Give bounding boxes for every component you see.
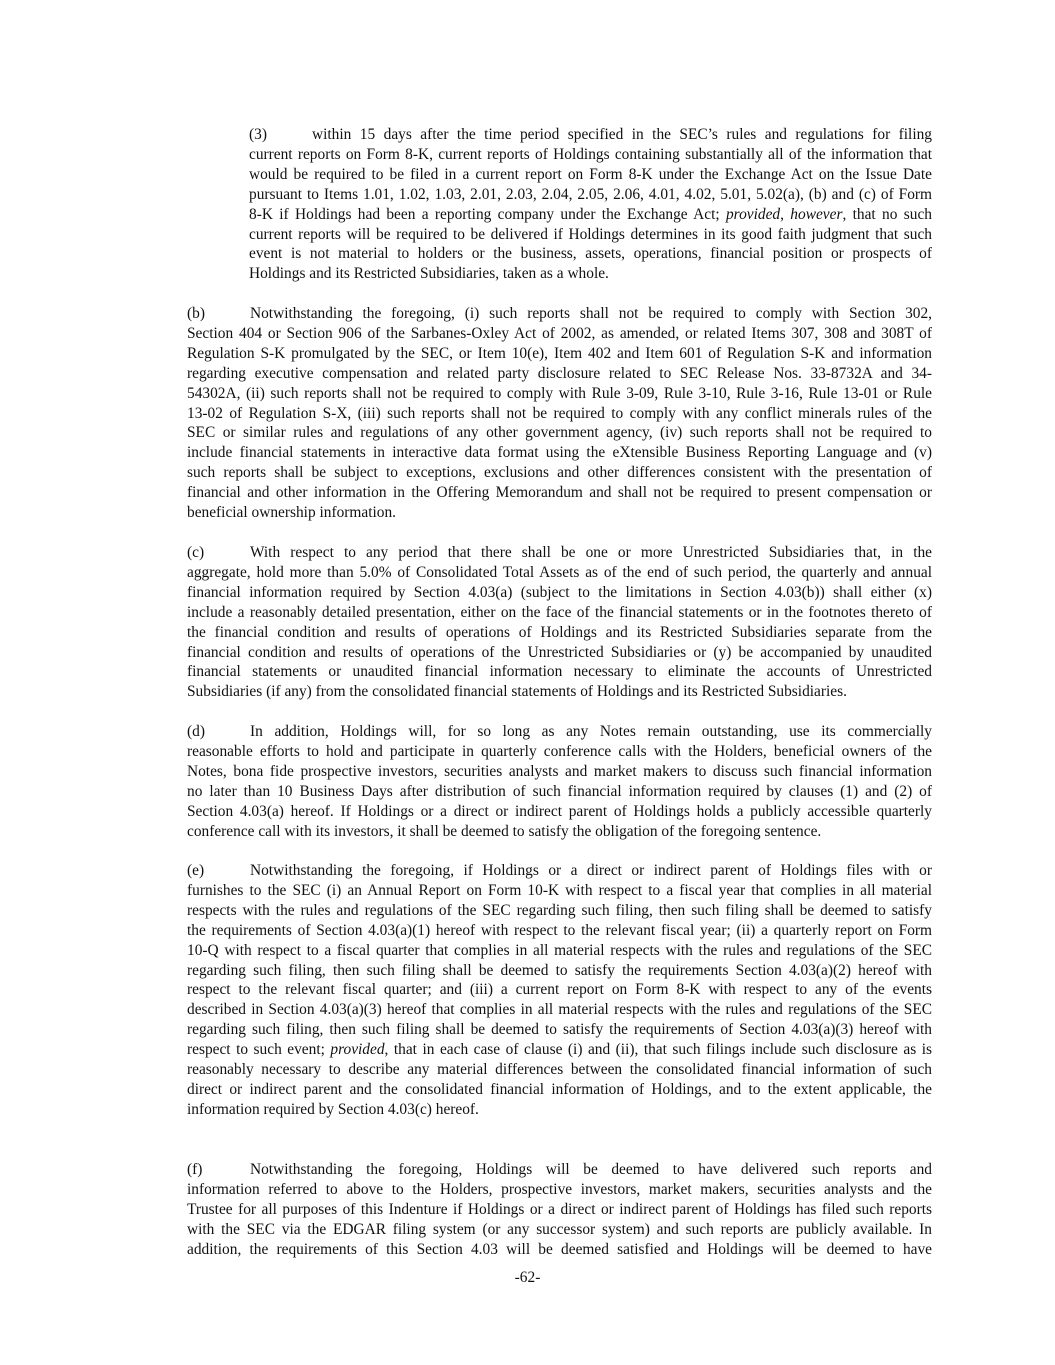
paragraph-d-line: conference call with its investors, it shall be deemed to satisfy the obligation of the foregoing sentence. <box>187 822 822 840</box>
paragraph-b-line: beneficial ownership information. <box>187 504 396 522</box>
paragraph-3-line: current reports on Form 8-K, current reports of Holdings containing substantially all of the information that <box>249 145 932 163</box>
paragraph-f-line: with the SEC via the EDGAR filing system (or any successor system) and such reports are publicly available. In <box>187 1220 932 1238</box>
provided-term: provided <box>725 205 781 223</box>
paragraph-b-line: Section 404 or Section 906 of the Sarbanes-Oxley Act of 2002, as amended, or related Items 307, 308 and 308T of <box>187 324 932 342</box>
paragraph-c-line: financial information required by Section 4.03(a) (subject to the limitations in Section 4.03(b)) shall either (x) <box>187 583 932 601</box>
paragraph-e-line: furnishes to the SEC (i) an Annual Report on Form 10-K with respect to a fiscal year that complies in all material <box>187 881 932 899</box>
paragraph-b <box>124 304 932 523</box>
provided-term: provided <box>330 1041 385 1059</box>
paragraph-e-line: 10-Q with respect to a fiscal quarter that complies in all material respects with the rules and regulations of the SEC <box>187 941 932 959</box>
paragraph-b-line: 13-02 of Regulation S-X, (iii) such reports shall not be required to comply with any conflict minerals rules of the <box>187 404 932 422</box>
paragraph-c-line: aggregate, hold more than 5.0% of Consolidated Total Assets as of the end of such period, the quarterly and annual <box>187 563 932 581</box>
paragraph-3-line: (3) within 15 days after the time period specified in the SEC’s rules and regulations for filing <box>249 126 932 143</box>
paragraph-e-line: direct or indirect parent and the consolidated financial information of Holdings, and to the extent applicable, the <box>187 1080 932 1098</box>
paragraph-f-line: (f) Notwithstanding the foregoing, Holdings will be deemed to have delivered such reports and <box>187 1161 932 1178</box>
paragraph-c-label: (c) <box>187 544 205 561</box>
paragraph-e-label: (e) <box>187 862 205 879</box>
paragraph-b-line: include financial statements in interactive data format using the eXtensible Business Reporting Language and (v) <box>187 444 932 462</box>
paragraph-3-line: Holdings and its Restricted Subsidiaries, taken as a whole. <box>249 265 609 283</box>
paragraph-f-line: information referred to above to the Holders, prospective investors, market makers, securities analysts and the <box>187 1180 932 1198</box>
paragraph-b-line: Regulation S-K promulgated by the SEC, or Item 10(e), Item 402 and Item 601 of Regulation S-K and information <box>187 344 932 362</box>
paragraph-f-label: (f) <box>187 1161 203 1178</box>
paragraph-c-line: include a reasonably detailed presentation, either on the face of the financial statements or in the footnotes thereto of <box>187 603 932 621</box>
paragraph-b-line: 54302A, (ii) such reports shall not be required to comply with Rule 3-09, Rule 3-10, Rule 3-16, Rule 13-01 or Rule <box>187 384 932 402</box>
paragraph-d-line: (d) In addition, Holdings will, for so long as any Notes remain outstanding, use its commercially <box>187 723 932 740</box>
paragraph-d-line: no later than 10 Business Days after distribution of such financial information required by clauses (1) and (2) of <box>187 782 932 800</box>
however-term: however <box>790 205 843 223</box>
paragraph-d-label: (d) <box>187 723 205 740</box>
paragraph-c-line: (c) With respect to any period that there shall be one or more Unrestricted Subsidiaries that, in the <box>187 544 932 561</box>
paragraph-b-line: regarding executive compensation and related party disclosure related to SEC Release Nos. 33-8732A and 34- <box>187 364 932 382</box>
paragraph-d-line: reasonable efforts to hold and participate in quarterly conference calls with the Holders, beneficial owners of the <box>187 742 932 760</box>
paragraph-c-line: financial statements or unaudited financial information necessary to eliminate the accounts of Unrestricted <box>187 663 932 681</box>
paragraph-b-line: SEC or similar rules and regulations of any other government agency, (iv) such reports shall not be required to <box>187 424 932 442</box>
paragraph-e-line: (e) Notwithstanding the foregoing, if Holdings or a direct or indirect parent of Holdings files with or <box>187 862 932 879</box>
paragraph-d-line: Notes, bona fide prospective investors, securities analysts and market makers to discuss such financial information <box>187 762 932 780</box>
paragraph-f-line: addition, the requirements of this Section 4.03 will be deemed satisfied and Holdings will be deemed to have <box>187 1240 932 1258</box>
paragraph-b-line: financial and other information in the Offering Memorandum and shall not be required to present compensation or <box>187 484 932 502</box>
paragraph-3-label: (3) <box>249 126 267 143</box>
paragraph-3-line: 8-K if Holdings had been a reporting company under the Exchange Act; provided, however, that no such <box>249 205 932 223</box>
paragraph-c-line: the financial condition and results of operations of Holdings and its Restricted Subsidiaries separate from the <box>187 623 932 641</box>
paragraph-e <box>124 861 932 1120</box>
paragraph-3-line: event is not material to holders or the business, assets, operations, financial position or prospects of <box>249 245 932 263</box>
paragraph-e-line: respects with the rules and regulations of the SEC regarding such filing, then such filing shall be deemed to satisfy <box>187 901 932 919</box>
paragraph-e-line: regarding such filing, then such filing shall be deemed to satisfy the requirements of Section 4.03(a)(3) hereof with <box>187 1021 932 1039</box>
paragraph-f-line: Trustee for all purposes of this Indenture if Holdings or a direct or indirect parent of Holdings has filed such reports <box>187 1200 932 1218</box>
paragraph-b-line: such reports shall be subject to exceptions, exclusions and other differences consistent with the presentation of <box>187 464 932 482</box>
page-number: -62- <box>514 1269 541 1286</box>
paragraph-e-line: the requirements of Section 4.03(a)(1) hereof with respect to the relevant fiscal year; (ii) a quarterly report on Form <box>187 921 932 939</box>
paragraph-e-line: information required by Section 4.03(c) hereof. <box>187 1100 479 1118</box>
paragraph-3 <box>186 125 932 284</box>
paragraph-e-line: reasonably necessary to describe any material differences between the consolidated financial information of such <box>187 1061 932 1079</box>
paragraph-b-line: (b) Notwithstanding the foregoing, (i) such reports shall not be required to comply with Section 302, <box>187 305 932 322</box>
paragraph-b-label: (b) <box>187 305 205 322</box>
paragraph-e-line: respect to such event; provided, that in each case of clause (i) and (ii), that such filings include such disclosure as is <box>187 1041 932 1059</box>
paragraph-e-line: described in Section 4.03(a)(3) hereof that complies in all material respects with the rules and regulations of the SEC <box>187 1001 932 1019</box>
paragraph-c-line: financial condition and results of operations of the Unrestricted Subsidiaries or (y) be accompanied by unaudited <box>187 643 932 661</box>
paragraph-c-line: Subsidiaries (if any) from the consolidated financial statements of Holdings and its Restricted Subsidiaries. <box>187 683 847 701</box>
paragraph-3-line: pursuant to Items 1.01, 1.02, 1.03, 2.01, 2.03, 2.04, 2.05, 2.06, 4.01, 4.02, 5.01, 5.02(a), (b) and (c) of Form <box>249 185 932 203</box>
paragraph-3-line: would be required to be filed in a current report on Form 8-K under the Exchange Act on the Issue Date <box>249 165 932 183</box>
paragraph-d <box>124 722 932 841</box>
paragraph-3-line: current reports will be required to be delivered if Holdings determines in its good faith judgment that such <box>249 225 932 243</box>
paragraph-c <box>124 543 932 702</box>
paragraph-f <box>124 1160 932 1260</box>
paragraph-d-line: Section 4.03(a) hereof. If Holdings or a direct or indirect parent of Holdings holds a publicly accessible quarterly <box>187 802 932 820</box>
paragraph-e-line: regarding such filing, then such filing shall be deemed to satisfy the requirements Section 4.03(a)(2) hereof with <box>187 961 932 979</box>
paragraph-e-line: respect to the relevant fiscal quarter; and (iii) a current report on Form 8-K with respect to any of the events <box>187 981 932 999</box>
